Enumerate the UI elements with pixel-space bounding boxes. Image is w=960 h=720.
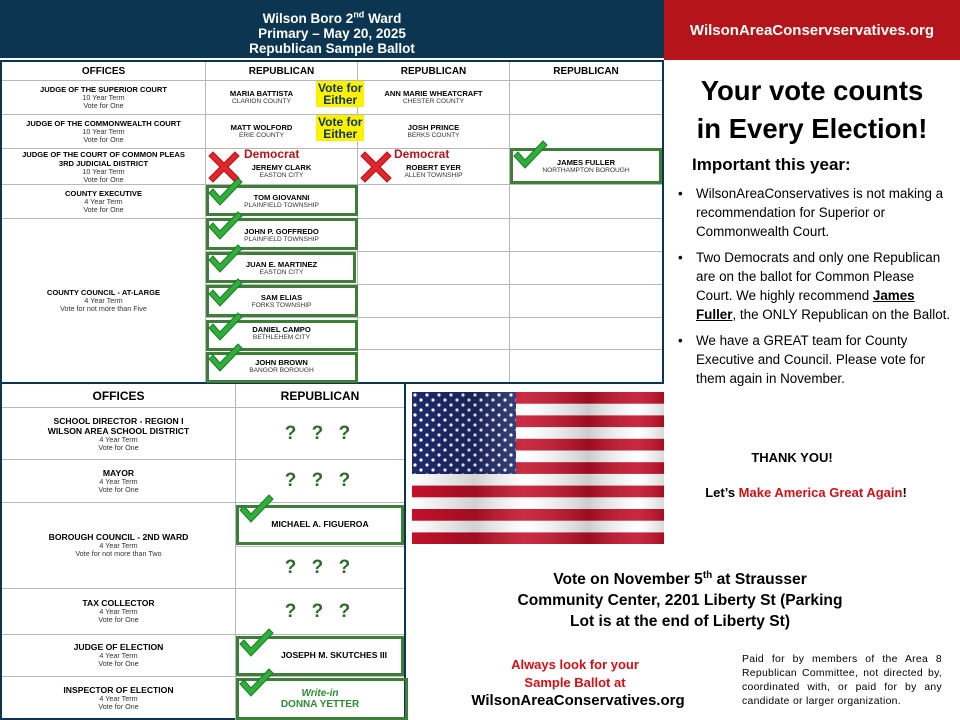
checkmark-icon	[207, 343, 243, 373]
checkmark-icon	[238, 628, 274, 658]
candidate-giovanni: TOM GIOVANNI PLAINFIELD TOWNSHIP	[206, 185, 358, 219]
checkmark-icon	[207, 177, 243, 207]
empty-cell	[510, 318, 662, 350]
democrat-label: Democrat	[394, 147, 450, 161]
candidate-skutches: JOSEPH M. SKUTCHES III	[236, 635, 404, 677]
candidate-fuller: JAMES FULLER NORTHAMPTON BOROUGH	[510, 149, 662, 185]
candidate-campo: DANIEL CAMPO BETHLEHEM CITY	[206, 318, 358, 350]
candidate-goffredo: JOHN P. GOFFREDO PLAINFIELD TOWNSHIP	[206, 219, 358, 252]
candidate-highlight: James Fuller	[696, 288, 915, 322]
democrat-label: Democrat	[244, 147, 300, 161]
american-flag-image	[412, 392, 664, 544]
office-tax-collector: TAX COLLECTOR 4 Year Term Vote for One	[2, 589, 236, 635]
headline: Your vote counts in Every Election!	[696, 75, 928, 144]
empty-cell	[510, 285, 662, 318]
undecided-mayor: ? ? ?	[236, 460, 404, 503]
important-list	[678, 184, 954, 395]
site-banner[interactable]: WilsonAreaConservservatives.org	[664, 0, 960, 60]
empty-cell	[358, 252, 510, 285]
paid-for-disclaimer: Paid for by members of the Area 8 Republican Committee, not directed by, coordinated with, or paid for by any candidate or larger organization.	[742, 654, 942, 707]
democrat-x-icon	[359, 150, 393, 184]
vote-either-badge-commonwealth: Vote for Either	[318, 115, 363, 141]
col-header-offices: OFFICES	[2, 62, 206, 81]
office-judge-of-election: JUDGE OF ELECTION 4 Year Term Vote for One	[2, 635, 236, 677]
empty-cell	[510, 219, 662, 252]
header-line-3: Republican Sample Ballot	[249, 40, 415, 56]
list-item: • WilsonAreaConservatives is not making a recommendation for Superior or Commonwealth Court.	[678, 184, 954, 241]
always-look-text: Always look for your Sample Ballot at	[511, 657, 639, 690]
empty-cell	[510, 252, 662, 285]
checkmark-icon	[207, 312, 243, 342]
checkmark-icon	[238, 668, 274, 698]
empty-cell	[510, 185, 662, 219]
candidate-wheatcraft: ANN MARIE WHEATCRAFT CHESTER COUNTY	[358, 81, 510, 115]
undecided-borough-council: ? ? ?	[236, 547, 404, 589]
candidate-brown: JOHN BROWN BANGOR BOROUGH	[206, 350, 358, 382]
checkmark-icon	[238, 494, 274, 524]
col-header-republican-2: REPUBLICAN	[358, 62, 510, 81]
col-header-offices: OFFICES	[2, 384, 236, 408]
header-line-2: Primary – May 20, 2025	[258, 25, 406, 41]
col-header-republican-3: REPUBLICAN	[510, 62, 662, 81]
list-item: • We have a GREAT team for County Executive and Council. Please vote for them again in November.	[678, 331, 954, 388]
candidate-elias: SAM ELIAS FORKS TOWNSHIP	[206, 285, 358, 318]
empty-cell	[358, 285, 510, 318]
candidate-martinez: JUAN E. MARTINEZ EASTON CITY	[206, 252, 358, 285]
office-school-director: SCHOOL DIRECTOR - REGION I WILSON AREA SCHOOL DISTRICT 4 Year Term Vote for One	[2, 408, 236, 460]
col-header-republican-1: REPUBLICAN	[206, 62, 358, 81]
candidate-wolford: MATT WOLFORD ERIE COUNTY	[206, 115, 358, 149]
empty-cell	[358, 318, 510, 350]
candidate-eyer: ROBERT EYER ALLEN TOWNSHIP	[358, 149, 510, 185]
candidate-battista: MARIA BATTISTA CLARION COUNTY	[206, 81, 358, 115]
office-borough-council: BOROUGH COUNCIL - 2ND WARD 4 Year Term Vote for not more than Two	[2, 503, 236, 589]
office-common-pleas: JUDGE OF THE COURT OF COMMON PLEAS 3RD JUDICIAL DISTRICT 10 Year Term Vote for One	[2, 149, 206, 185]
empty-cell	[358, 219, 510, 252]
candidate-prince: JOSH PRINCE BERKS COUNTY	[358, 115, 510, 149]
vote-location-info: Vote on November 5th at Strausser Community Center, 2201 Liberty St (Parking Lot is at the end of Liberty St)	[517, 570, 843, 631]
undecided-tax-collector: ? ? ?	[236, 589, 404, 635]
empty-cell	[510, 350, 662, 382]
header-line-1: Wilson Boro 2nd Ward	[262, 9, 402, 26]
list-item: • Two Democrats and only one Republican are on the ballot for Common Please Court. We highly recommend James Fuller, the ONLY Republican on the Ballot.	[678, 248, 954, 324]
office-inspector-of-election: INSPECTOR OF ELECTION 4 Year Term Vote for One	[2, 677, 236, 720]
ballot-header	[0, 0, 664, 58]
empty-cell	[358, 185, 510, 219]
checkmark-icon	[207, 211, 243, 241]
undecided-school-director: ? ? ?	[236, 408, 404, 460]
checkmark-icon	[207, 278, 243, 308]
vote-either-badge-superior: Vote for Either	[318, 81, 363, 107]
office-commonwealth-court: JUDGE OF THE COMMONWEALTH COURT 10 Year Term Vote for One	[2, 115, 206, 149]
checkmark-icon	[512, 140, 548, 170]
candidate-figueroa: MICHAEL A. FIGUEROA	[236, 503, 404, 547]
write-in-yetter: Write-in DONNA YETTER	[280, 687, 360, 710]
candidate-clark: JEREMY CLARK EASTON CITY	[206, 149, 358, 185]
empty-cell	[358, 350, 510, 382]
office-county-executive: COUNTY EXECUTIVE 4 Year Term Vote for One	[2, 185, 206, 219]
office-superior-court: JUDGE OF THE SUPERIOR COURT 10 Year Term Vote for One	[2, 81, 206, 115]
office-mayor: MAYOR 4 Year Term Vote for One	[2, 460, 236, 503]
site-link-bottom[interactable]: WilsonAreaConservatives.org	[471, 692, 685, 709]
thank-you-text: THANK YOU!	[751, 450, 833, 465]
office-county-council: COUNTY COUNCIL - AT-LARGE 4 Year Term Vote for not more than Five	[2, 219, 206, 382]
checkmark-icon	[207, 244, 243, 274]
col-header-republican: REPUBLICAN	[236, 384, 404, 408]
maga-slogan: Let’s Make America Great Again!	[705, 485, 907, 500]
empty-cell	[510, 81, 662, 115]
important-title: Important this year:	[692, 155, 851, 174]
